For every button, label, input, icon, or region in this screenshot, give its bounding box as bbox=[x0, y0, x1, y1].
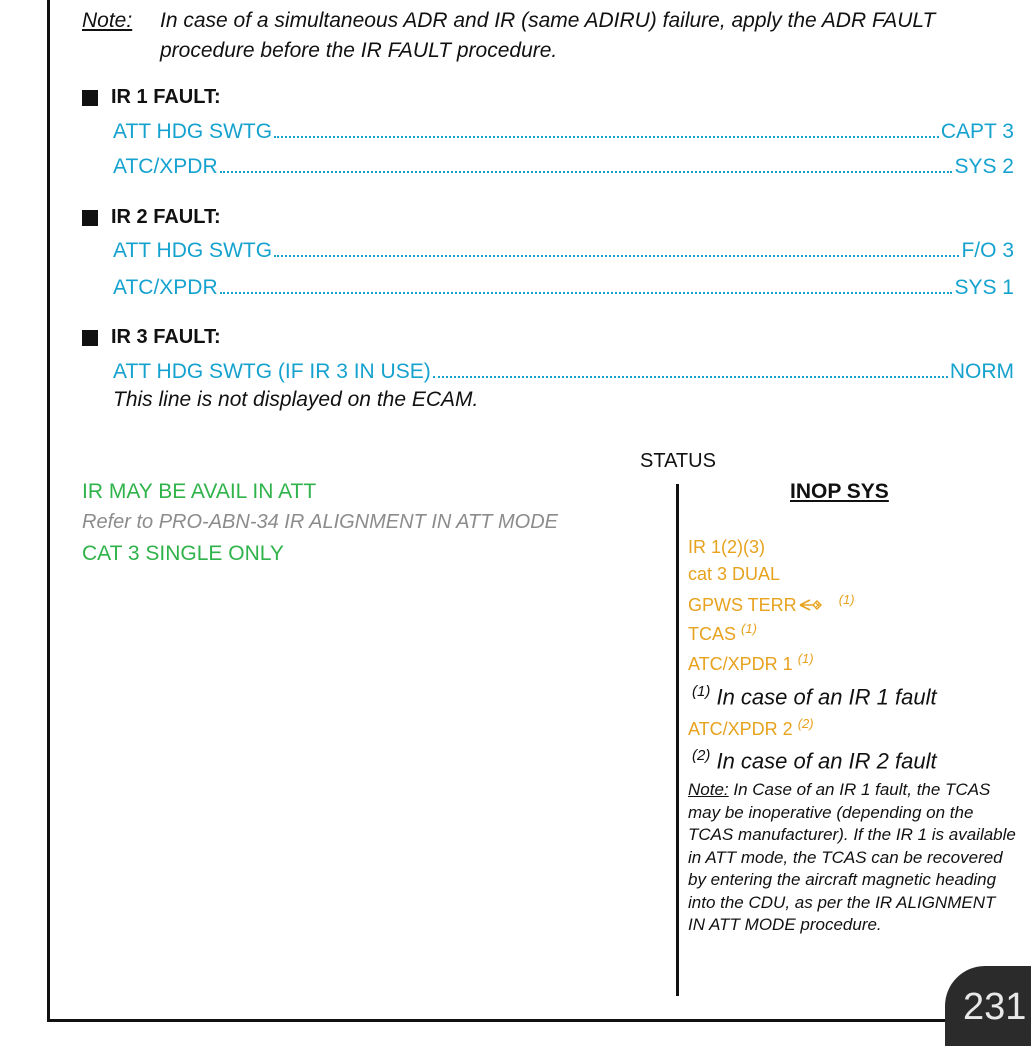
tcas-note-label: Note: bbox=[688, 780, 729, 799]
inop-item: cat 3 DUAL bbox=[688, 564, 781, 584]
inop-sys-title: INOP SYS bbox=[790, 480, 889, 503]
status-cat3-line: CAT 3 SINGLE ONLY bbox=[82, 542, 284, 565]
ecam-display-note: This line is not displayed on the ECAM. bbox=[113, 388, 479, 411]
inop-item: TCAS $^{(1)}$ bbox=[688, 621, 757, 644]
dot-leader bbox=[274, 255, 959, 257]
ir1-fault-title: IR 1 FAULT: bbox=[111, 86, 221, 108]
ir1-att-hdg-row bbox=[113, 116, 1014, 144]
row-value: SYS 1 bbox=[954, 276, 1014, 299]
inop-item: GPWS TERR $^{(1)}$ bbox=[688, 592, 855, 615]
ir3-fault-title: IR 3 FAULT: bbox=[111, 326, 221, 348]
ir2-fault-title: IR 2 FAULT: bbox=[111, 206, 221, 228]
row-label: ATC/XPDR bbox=[113, 155, 218, 178]
square-bullet-icon bbox=[82, 330, 98, 346]
note-label: Note: bbox=[82, 9, 133, 32]
ir1-fault-heading bbox=[82, 86, 221, 109]
inop-item: IR 1(2)(3) bbox=[688, 537, 766, 557]
row-value: NORM bbox=[949, 360, 1014, 383]
row-value: F/O 3 bbox=[961, 239, 1014, 262]
dot-leader bbox=[433, 376, 948, 378]
status-reference-line: Refer to PRO-ABN-34 IR ALIGNMENT IN ATT MODE bbox=[82, 511, 558, 533]
ir3-fault-heading bbox=[82, 326, 221, 349]
row-label: ATC/XPDR bbox=[113, 276, 218, 299]
square-bullet-icon bbox=[82, 210, 98, 226]
row-label: ATT HDG SWTG (IF IR 3 IN USE) bbox=[113, 360, 431, 383]
row-value: SYS 2 bbox=[954, 155, 1014, 178]
row-value: CAPT 3 bbox=[940, 120, 1014, 143]
page-frame-left bbox=[47, 0, 50, 1022]
tcas-note-text: In Case of an IR 1 fault, the TCAS may be inoperative (depending on the TCAS manufacturer). If the IR 1 is available in ATT mode, the TCAS can be recovered by entering the aircraft magnetic heading into the CDU, as per the IR ALIGNMENT IN ATT MODE procedure. bbox=[688, 780, 1016, 934]
page-frame-bottom bbox=[47, 1019, 1031, 1022]
dot-leader bbox=[220, 171, 953, 173]
status-divider bbox=[676, 484, 679, 996]
inop-item: ATC/XPDR 1 $^{(1)}$ bbox=[688, 651, 814, 674]
note-text: In case of a simultaneous ADR and IR (same ADIRU) failure, apply the ADR FAULT procedure before the IR FAULT procedure. bbox=[160, 9, 936, 62]
ir2-att-hdg-row bbox=[113, 235, 1014, 263]
square-bullet-icon bbox=[82, 90, 98, 106]
status-ir-att-line: IR MAY BE AVAIL IN ATT bbox=[82, 480, 317, 503]
dot-leader bbox=[220, 292, 953, 294]
status-title: STATUS bbox=[640, 450, 716, 472]
footnote-2: $^{(2)}$ In case of an IR 2 fault bbox=[692, 747, 937, 774]
page-number: 231 bbox=[963, 986, 1027, 1028]
page-number-tab bbox=[945, 966, 1031, 1046]
ir3-att-hdg-row bbox=[113, 356, 1014, 384]
row-label: ATT HDG SWTG bbox=[113, 239, 273, 262]
ir2-atc-xpdr-row bbox=[113, 272, 1014, 300]
tcas-note bbox=[688, 779, 1016, 937]
terrain-inop-icon bbox=[799, 596, 825, 617]
footnote-1: $^{(1)}$ In case of an IR 1 fault bbox=[692, 683, 937, 710]
ir1-atc-xpdr-row bbox=[113, 151, 1014, 179]
inop-item: ATC/XPDR 2 $^{(2)}$ bbox=[688, 716, 814, 739]
row-label: ATT HDG SWTG bbox=[113, 120, 273, 143]
ir2-fault-heading bbox=[82, 206, 221, 229]
dot-leader bbox=[274, 136, 939, 138]
